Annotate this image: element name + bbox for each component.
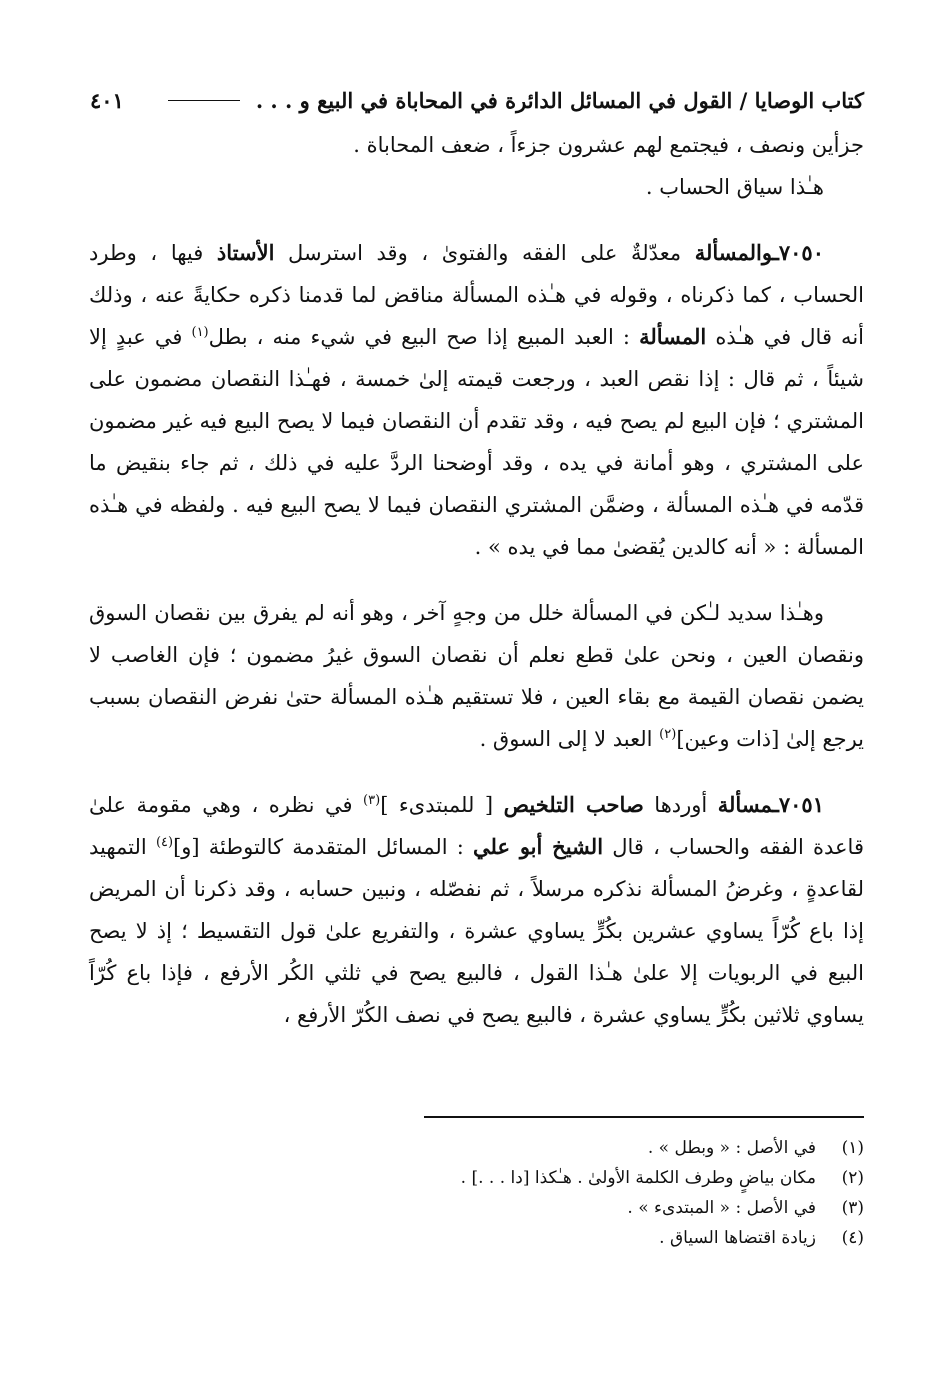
- footnote-ref: (٤): [155, 835, 174, 850]
- paragraph-7051: ٧٠٥١ـمسألة أوردها صاحب التلخيص [ للمبتدىء ]$^{(٣)}$ في نظره ، وهي مقومة علىٰ قاعدة الفقه والحساب ، قال الشيخ أبو علي : المسائل المتقدمة كالتوطئة [و]$^{(٤)}$ التمهيد لقاعدةٍ ، وغرضُ المسألة نذكره مرسلاً ، ثم نفصّله ، ونبين حسابه ، وقد ذكرنا أن المريض إذا باع كُرّاً يساوي عشرين بكُرٍّ يساوي عشرة ، والتفريع علىٰ قول التقسيط ؛ إذ لا يصح البيع في الربويات إلا علىٰ هـٰذا القول ، فالبيع يصح في ثلثي الكُر الأرفع ، فإذا باع كُرّاً يساوي ثلاثين بكُرٍّ يساوي عشرة ، فالبيع يصح في نصف الكُرّ الأرفع ،: [89, 792, 864, 1027]
- footnote: [89, 1133, 864, 1163]
- main-text: [89, 124, 864, 1036]
- footnote-number: (٢): [841, 1168, 864, 1188]
- footnote-ref: (٢): [659, 727, 677, 742]
- footnote-text: مكان بياضٍ وطرف الكلمة الأولىٰ . هـٰكذا [دا . . .] .: [460, 1168, 816, 1188]
- footnote-text: في الأصل : « وبطل » .: [647, 1138, 816, 1158]
- paragraph: جزأين ونصف ، فيجتمع لهم عشرون جزءاً ، ضعف المحاباة .: [353, 133, 864, 157]
- running-title: كتاب الوصايا / القول في المسائل الدائرة في المحاباة في البيع و . . .: [255, 87, 864, 113]
- footnote-number: (٣): [841, 1198, 864, 1218]
- paragraph: وهـٰذا سديد لـٰكن في المسألة خلل من وجهٍ آخر ، وهو أنه لم يفرق بين نقصان السوق ونقصان العين ، ونحن علىٰ قطع نعلم أن نقصان السوق غيرُ مضمون ؛ فإن الغاصب لا يضمن نقصان القيمة مع بقاء العين ، فلا تستقيم هـٰذه المسألة حتىٰ نفرض النقصان بسبب يرجع إلىٰ [ذات وعين]$^{(٢)}$ العبد لا إلى السوق .: [89, 601, 864, 751]
- footnote-separator: [424, 1116, 864, 1118]
- footnote-ref: (٣): [363, 793, 381, 808]
- footnote-number: (١): [841, 1138, 864, 1158]
- running-header: [90, 80, 864, 120]
- footnote: [89, 1193, 864, 1223]
- paragraph-7050: ٧٠٥٠ـوالمسألة معدّلةٌ على الفقه والفتوىٰ ، وقد استرسل الأستاذ فيها ، وطرد الحساب ، كما ذكرناه ، وقوله في هـٰذه المسألة مناقض لما قدمنا ذكره حكايةً عنه ، وذلك أنه قال في هـٰذه المسألة : العبد المبيع إذا صح البيع في شيء منه ، بطل$^{(١)}$ في عبدٍ إلا شيئاً ، ثم قال : إذا نقص العبد ، ورجعت قيمته إلىٰ خمسة ، فهـٰذا النقصان مضمون على المشتري ؛ فإن البيع لم يصح فيه ، وقد تقدم أن النقصان فيما لا يصح البيع فيه غير مضمون على المشتري ، وهو أمانة في يده ، وقد أوضحنا الردَّ عليه في ذلك ، ثم جاء بنقيض ما قدّمه في هـٰذه المسألة ، وضمَّن المشتري النقصان فيما لا يصح البيع فيه . ولفظه في هـٰذه المسألة : « أنه كالدين يُقضىٰ مما في يده » .: [89, 240, 864, 559]
- footnote: [89, 1223, 864, 1253]
- issue-number: ٧٠٥١ـ: [772, 792, 824, 817]
- footnote-ref: (١): [191, 325, 209, 340]
- issue-number: ٧٠٥٠ـ: [772, 240, 824, 265]
- footnote-number: (٤): [841, 1228, 864, 1248]
- issue-lead: والمسألة: [694, 240, 773, 265]
- footnotes: [89, 1133, 864, 1253]
- footnote: [89, 1163, 864, 1193]
- footnote-text: في الأصل : « المبتدىء » .: [627, 1198, 816, 1218]
- header-rule: [168, 100, 240, 101]
- page-number: ٤٠١: [90, 87, 124, 113]
- footnote-text: زيادة اقتضاها السياق .: [659, 1228, 816, 1248]
- paragraph: هـٰذا سياق الحساب .: [645, 175, 824, 199]
- issue-lead: مسألة: [717, 792, 773, 817]
